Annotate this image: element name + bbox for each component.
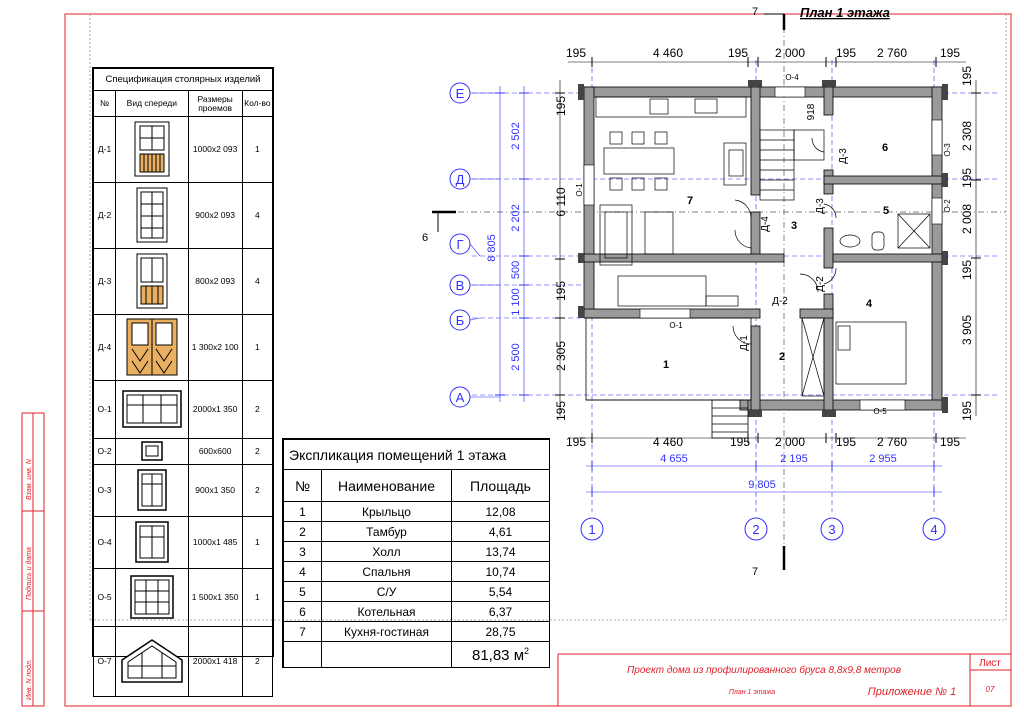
dim-top: 195: [727, 46, 749, 60]
spec-row: [94, 569, 273, 627]
spec-size: 800х2 093: [188, 249, 242, 315]
axis-label: Б: [455, 313, 465, 328]
dim-bottom: 4 460: [652, 435, 684, 449]
spec-header: №: [94, 91, 116, 117]
spec-row: [94, 117, 273, 183]
explication-header: №: [284, 470, 322, 502]
spec-size: 1 300х2 100: [188, 315, 242, 381]
spec-id: О-2: [94, 439, 116, 465]
opening-label: Д-3: [838, 148, 849, 164]
spec-qty: 1: [242, 569, 272, 627]
dim-left: 195: [554, 95, 568, 117]
dim-top: 4 460: [652, 46, 684, 60]
room-explication-table: [282, 438, 550, 668]
explication-row: [284, 502, 550, 522]
section-mark-bottom: 7: [752, 566, 759, 578]
dim-bottom: 195: [729, 435, 751, 449]
room-number: 1: [662, 359, 670, 371]
explication-row: [284, 542, 550, 562]
dim-top: 195: [835, 46, 857, 60]
spec-front-view-icon: [116, 183, 188, 249]
spec-size: 900х1 350: [188, 465, 242, 517]
opening-label: 918: [806, 103, 817, 121]
spec-title: Спецификация столярных изделий: [94, 69, 273, 91]
dim-right: 2 008: [960, 203, 974, 235]
spec-qty: 2: [242, 439, 272, 465]
axis-label: В: [455, 278, 465, 293]
spec-id: О-7: [94, 627, 116, 697]
explication-header: Наименование: [322, 470, 452, 502]
room-area: 4,61: [452, 522, 550, 542]
room-name: С/У: [322, 582, 452, 602]
spec-size: 2000х1 350: [188, 381, 242, 439]
dim-left: 6 110: [554, 187, 568, 217]
explication-row: [284, 562, 550, 582]
dim-left-axis: 2 500: [510, 343, 522, 371]
spec-row: [94, 183, 273, 249]
opening-label: Д-2: [815, 276, 826, 292]
dim-bottom-total: 9 805: [748, 479, 776, 491]
room-number: 6: [881, 142, 889, 154]
sheet-number: 07: [985, 685, 995, 694]
dim-top: 195: [939, 46, 961, 60]
room-number: 3: [790, 220, 798, 232]
axis-label: 3: [828, 522, 836, 537]
spec-front-view-icon: [116, 517, 188, 569]
dim-right: 195: [960, 259, 974, 281]
dim-right: 195: [960, 65, 974, 87]
opening-label: Д-3: [815, 198, 826, 214]
dim-top: 195: [565, 46, 587, 60]
side-stamp-label: Взам. инв. N: [26, 459, 33, 500]
opening-label: О-5: [873, 407, 887, 416]
dim-left-total: 8 805: [486, 234, 498, 262]
opening-label: Д-2: [772, 296, 788, 307]
spec-id: О-1: [94, 381, 116, 439]
section-mark-left: 6: [422, 232, 429, 244]
room-area: 10,74: [452, 562, 550, 582]
spec-id: Д-1: [94, 117, 116, 183]
room-name: Холл: [322, 542, 452, 562]
room-number: 2: [778, 351, 786, 363]
spec-front-view-icon: [116, 381, 188, 439]
spec-qty: 2: [242, 381, 272, 439]
spec-front-view-icon: [116, 439, 188, 465]
spec-front-view-icon: [116, 569, 188, 627]
room-area: 13,74: [452, 542, 550, 562]
spec-qty: 2: [242, 465, 272, 517]
room-name: Котельная: [322, 602, 452, 622]
title-block: [558, 654, 1011, 706]
opening-label: О-2: [943, 199, 952, 213]
axis-label: 2: [752, 522, 760, 537]
axis-label: А: [455, 390, 465, 405]
spec-row: [94, 381, 273, 439]
spec-id: О-5: [94, 569, 116, 627]
dim-left-axis: 2 202: [510, 204, 522, 232]
opening-label: Д-1: [739, 335, 750, 351]
spec-header: Вид спереди: [116, 91, 188, 117]
spec-qty: 2: [242, 627, 272, 697]
explication-row: [284, 622, 550, 642]
opening-label: О-1: [575, 183, 584, 197]
spec-row: [94, 439, 273, 465]
spec-id: О-3: [94, 465, 116, 517]
spec-size: 1 500х1 350: [188, 569, 242, 627]
spec-size: 2000х1 418: [188, 627, 242, 697]
spec-row: [94, 627, 273, 697]
dim-left: 2 305: [554, 340, 568, 372]
side-stamp-label: Инв. N подл.: [26, 659, 33, 700]
axis-label: Д: [455, 172, 465, 187]
spec-header: Кол-во: [242, 91, 272, 117]
spec-id: О-4: [94, 517, 116, 569]
opening-label: О-4: [785, 73, 799, 82]
spec-qty: 1: [242, 117, 272, 183]
opening-label: О-3: [943, 143, 952, 157]
dim-bottom: 2 000: [774, 435, 806, 449]
dim-bottom: 195: [835, 435, 857, 449]
spec-header: Размеры проемов: [188, 91, 242, 117]
spec-row: [94, 249, 273, 315]
dim-bottom-axis: 4 655: [660, 453, 688, 465]
project-title: Проект дома из профилированного бруса 8,8х9,8 метров: [627, 665, 901, 676]
dim-bottom: 195: [939, 435, 961, 449]
spec-qty: 4: [242, 249, 272, 315]
dim-left: 195: [554, 280, 568, 302]
dim-bottom: 2 760: [876, 435, 908, 449]
explication-header: Площадь: [452, 470, 550, 502]
dim-bottom: 195: [565, 435, 587, 449]
explication-row: [284, 582, 550, 602]
room-num: 2: [284, 522, 322, 542]
room-area: 6,37: [452, 602, 550, 622]
room-num: 3: [284, 542, 322, 562]
axis-label: 1: [588, 522, 596, 537]
spec-size: 1000х1 485: [188, 517, 242, 569]
dim-left-axis: 1 100: [510, 288, 522, 316]
spec-qty: 4: [242, 183, 272, 249]
room-num: 6: [284, 602, 322, 622]
dim-right: 3 905: [960, 314, 974, 346]
spec-row: [94, 465, 273, 517]
room-area: 5,54: [452, 582, 550, 602]
axis-label: 4: [930, 522, 938, 537]
spec-qty: 1: [242, 517, 272, 569]
room-area: 12,08: [452, 502, 550, 522]
spec-qty: 1: [242, 315, 272, 381]
room-name: Кухня-гостиная: [322, 622, 452, 642]
room-number: 5: [882, 205, 890, 217]
spec-id: Д-3: [94, 249, 116, 315]
room-area: 28,75: [452, 622, 550, 642]
room-num: 1: [284, 502, 322, 522]
plan-title: План 1 этажа: [800, 5, 890, 20]
spec-size: 900х2 093: [188, 183, 242, 249]
opening-label: Д-4: [760, 216, 771, 232]
room-name: Спальня: [322, 562, 452, 582]
spec-row: [94, 517, 273, 569]
section-mark-top: 7: [752, 6, 759, 18]
spec-front-view-icon: [116, 117, 188, 183]
axis-label: Г: [456, 237, 464, 252]
spec-front-view-icon: [116, 249, 188, 315]
room-number: 4: [865, 298, 873, 310]
spec-id: Д-2: [94, 183, 116, 249]
side-stamp-label: Подпись и дата: [26, 547, 33, 600]
dim-right: 195: [960, 167, 974, 189]
spec-front-view-icon: [116, 627, 188, 697]
explication-row: [284, 602, 550, 622]
room-name: Тамбур: [322, 522, 452, 542]
dim-left-axis: 2 502: [510, 122, 522, 150]
room-num: 5: [284, 582, 322, 602]
explication-total: 81,83 $м^2$: [452, 642, 550, 668]
spec-size: 1000х2 093: [188, 117, 242, 183]
room-name: Крыльцо: [322, 502, 452, 522]
dim-left: 195: [554, 400, 568, 422]
appendix: Приложение № 1: [867, 686, 957, 698]
dim-top: 2 760: [876, 46, 908, 60]
sheet-label: Лист: [979, 658, 1001, 669]
opening-label: О-1: [669, 321, 683, 330]
spec-id: Д-4: [94, 315, 116, 381]
spec-row: [94, 315, 273, 381]
dim-right: 195: [960, 400, 974, 422]
explication-row: [284, 522, 550, 542]
joinery-spec-table: [92, 67, 274, 666]
explication-title: Экспликация помещений 1 этажа: [284, 440, 550, 470]
spec-size: 600х600: [188, 439, 242, 465]
room-num: 4: [284, 562, 322, 582]
dim-top: 2 000: [774, 46, 806, 60]
spec-front-view-icon: [116, 315, 188, 381]
dim-right: 2 308: [960, 120, 974, 152]
dim-bottom-axis: 2 955: [869, 453, 897, 465]
room-number: 7: [686, 195, 694, 207]
dim-bottom-axis: 2 195: [780, 453, 808, 465]
spec-front-view-icon: [116, 465, 188, 517]
dim-left-axis: 500: [510, 260, 522, 280]
room-num: 7: [284, 622, 322, 642]
sheet-name: План 1 этажа: [728, 689, 776, 696]
axis-label: Е: [455, 86, 465, 101]
